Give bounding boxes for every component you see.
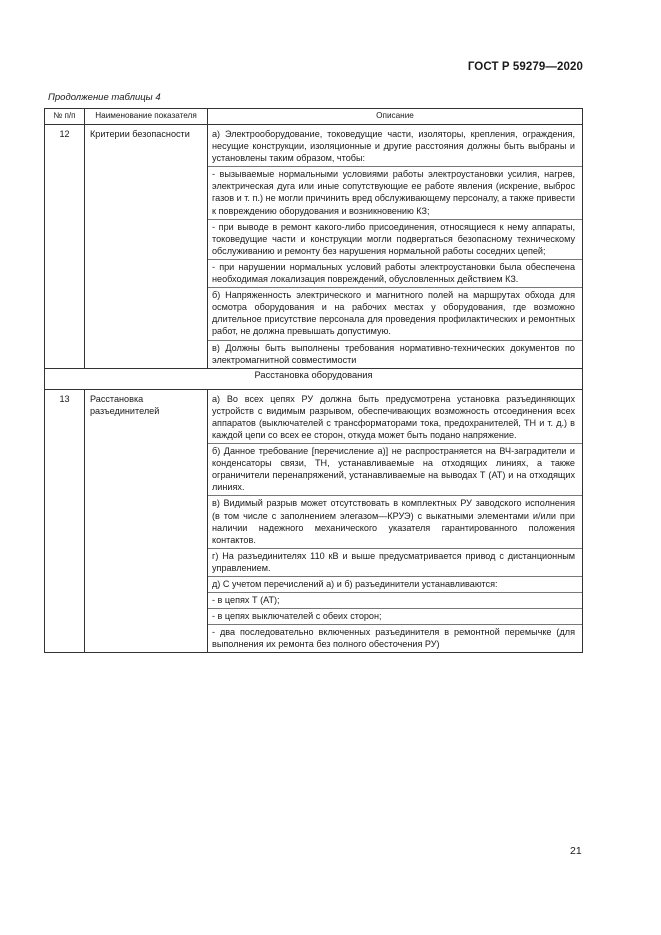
description-paragraph: д) С учетом перечислений а) и б) разъединители устанавливаются:	[208, 577, 582, 593]
description-paragraph: - два последовательно включенных разъединителя в ремонтной перемычке (для выполнения их ремонта без полного обесточения РУ)	[212, 627, 575, 650]
row-number: 13	[45, 389, 85, 653]
row-indicator-name: Критерии безопасности	[85, 125, 208, 369]
description-paragraph: г) На разъединителях 110 кВ и выше предусматривается привод с дистанционным управлением.	[208, 549, 582, 577]
description-paragraph: в) Видимый разрыв может отсутствовать в комплектных РУ заводского исполнения (в том числе с заполнением элегазом—КРУЭ) с выкатными элементами и/или при наличии надежного механического указателя гарантированного положения контактов.	[208, 496, 582, 548]
table-continuation-label: Продолжение таблицы 4	[48, 92, 161, 103]
row-description	[208, 389, 583, 653]
column-header-description: Описание	[208, 109, 583, 125]
description-paragraph: а) Электрооборудование, токоведущие части, изоляторы, крепления, ограждения, несущие конструкции, изоляционные и другие расстояния должны быть выбраны и установлены таким образом, чтобы:	[208, 125, 582, 167]
row-description	[208, 125, 583, 369]
table-header-row	[45, 109, 583, 125]
document-code: ГОСТ Р 59279—2020	[467, 61, 583, 73]
description-paragraph: в) Должны быть выполнены требования нормативно-технических документов по электромагнитной совместимости	[212, 342, 575, 365]
description-paragraph: - в цепях Т (АТ);	[208, 593, 582, 609]
table-row-13	[45, 389, 583, 653]
description-paragraph: - вызываемые нормальными условиями работы электроустановки усилия, нагрев, электрическая дуга или иные сопутствующие ее работе явления (искрение, выброс газов и т. п.) не могли причинить вред обслуживающему персоналу, а также привести к повреждению оборудования и возникновению КЗ;	[208, 167, 582, 219]
description-paragraph: - при выводе в ремонт какого-либо присоединения, относящиеся к нему аппараты, токоведущие части и конструкции могли подвергаться безопасному техническому обслуживанию и ремонту без нарушения нормальной работы соседних цепей;	[208, 220, 582, 260]
section-title: Расстановка оборудования	[45, 368, 583, 389]
description-paragraph: - при нарушении нормальных условий работы электроустановки была обеспечена необходимая локализация повреждений, обусловленных действием КЗ.	[208, 260, 582, 288]
description-paragraph: - в цепях выключателей с обеих сторон;	[208, 609, 582, 625]
indicators-table	[44, 108, 583, 653]
row-indicator-name: Расстановка разъединителей	[85, 389, 208, 653]
table-row-12	[45, 125, 583, 369]
description-paragraph: б) Данное требование [перечисление а)] не распространяется на ВЧ-заградители и конденсаторы связи, ТН, устанавливаемые на отходящих линиях, а также ограничители перенапряжений, устанавливаемые на выводах Т (АТ) и на отходящих линиях.	[208, 444, 582, 496]
table-section-row	[45, 368, 583, 389]
row-number: 12	[45, 125, 85, 369]
page-number: 21	[570, 845, 582, 857]
description-paragraph: а) Во всех цепях РУ должна быть предусмотрена установка разъединяющих устройств с видимым разрывом, обеспечивающих возможность отсоединения всех аппаратов (выключателей с трансформаторами тока, предохранителей, ТН и т. д.) в каждой цепи со всех ее сторон, откуда может быть подано напряжение.	[208, 390, 582, 444]
column-header-name: Наименование показателя	[85, 109, 208, 125]
column-header-number: № п/п	[45, 109, 85, 125]
description-paragraph: б) Напряженность электрического и магнитного полей на маршрутах обхода для осмотра оборудования и на рабочих местах у оборудования, где возможно длительное присутствие персонала для проведения профилактических и ремонтных работ, не должна превышать допустимую.	[208, 288, 582, 340]
